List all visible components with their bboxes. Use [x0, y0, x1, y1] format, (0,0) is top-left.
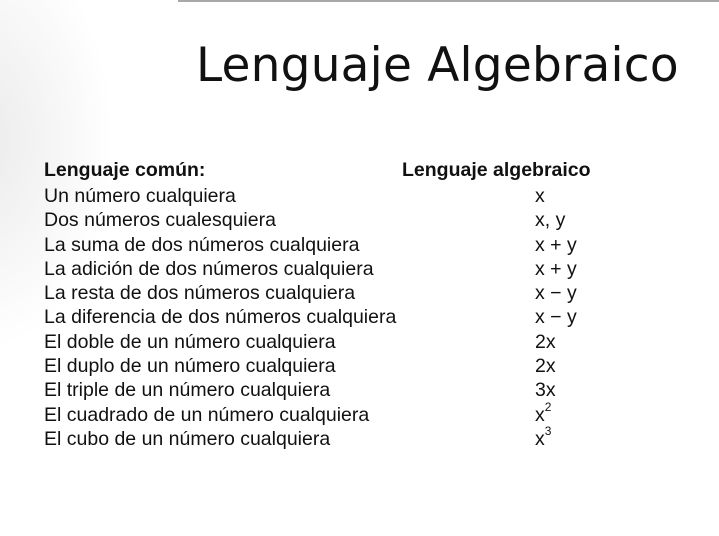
table-row [44, 257, 664, 281]
table-row [44, 281, 664, 305]
algebraic-expression [535, 400, 595, 427]
algebraic-expression [535, 330, 595, 354]
table-row [44, 184, 664, 208]
common-language-phrase: El cuadrado de un número cualquiera [44, 403, 370, 426]
expression-base: 2x [535, 355, 556, 378]
translation-table [44, 158, 664, 451]
expression-base: x, y [535, 209, 566, 232]
common-language-phrase: Un número cualquiera [44, 185, 236, 207]
table-row [44, 208, 664, 232]
expression-base: x + y [535, 233, 577, 256]
expression-base: 2x [535, 330, 556, 353]
expression-base: 3x [535, 379, 556, 402]
expression-base: x [535, 403, 545, 426]
algebraic-expression [535, 354, 595, 378]
table-row [44, 424, 664, 451]
expression-base: x [535, 185, 545, 207]
table-row [44, 354, 664, 378]
algebraic-expression [535, 281, 595, 305]
algebraic-expression [535, 378, 595, 402]
expression-base: x [535, 427, 545, 450]
table-row [44, 330, 664, 354]
algebraic-expression [535, 424, 595, 451]
algebraic-expression [535, 208, 595, 232]
top-divider-line [178, 0, 719, 2]
common-language-phrase: El doble de un número cualquiera [44, 330, 336, 353]
expression-base: x − y [535, 282, 577, 305]
expression-exponent: 2 [544, 400, 552, 415]
common-language-phrase: La resta de dos números cualquiera [44, 282, 356, 305]
common-language-phrase: La adición de dos números cualquiera [44, 257, 374, 280]
expression-base: x − y [535, 306, 577, 329]
algebraic-expression [535, 257, 595, 281]
expression-exponent: 3 [544, 424, 552, 439]
common-language-phrase: El duplo de un número cualquiera [44, 355, 336, 378]
header-algebraic-language: Lenguaje algebraico [402, 159, 591, 181]
common-language-phrase: Dos números cualesquiera [44, 209, 276, 232]
slide-title: Lenguaje Algebraico [196, 38, 679, 93]
table-row [44, 305, 664, 329]
table-body [44, 184, 664, 451]
table-row [44, 400, 664, 427]
table-row [44, 233, 664, 257]
algebraic-expression [535, 233, 595, 257]
header-common-language: Lenguaje común: [44, 159, 206, 181]
table-header-row [44, 158, 664, 184]
common-language-phrase: La diferencia de dos números cualquiera [44, 306, 397, 329]
common-language-phrase: El triple de un número cualquiera [44, 379, 331, 402]
common-language-phrase: El cubo de un número cualquiera [44, 427, 331, 450]
algebraic-expression [535, 305, 595, 329]
table-row [44, 378, 664, 402]
common-language-phrase: La suma de dos números cualquiera [44, 233, 360, 256]
expression-base: x + y [535, 257, 577, 280]
algebraic-expression [535, 184, 595, 208]
